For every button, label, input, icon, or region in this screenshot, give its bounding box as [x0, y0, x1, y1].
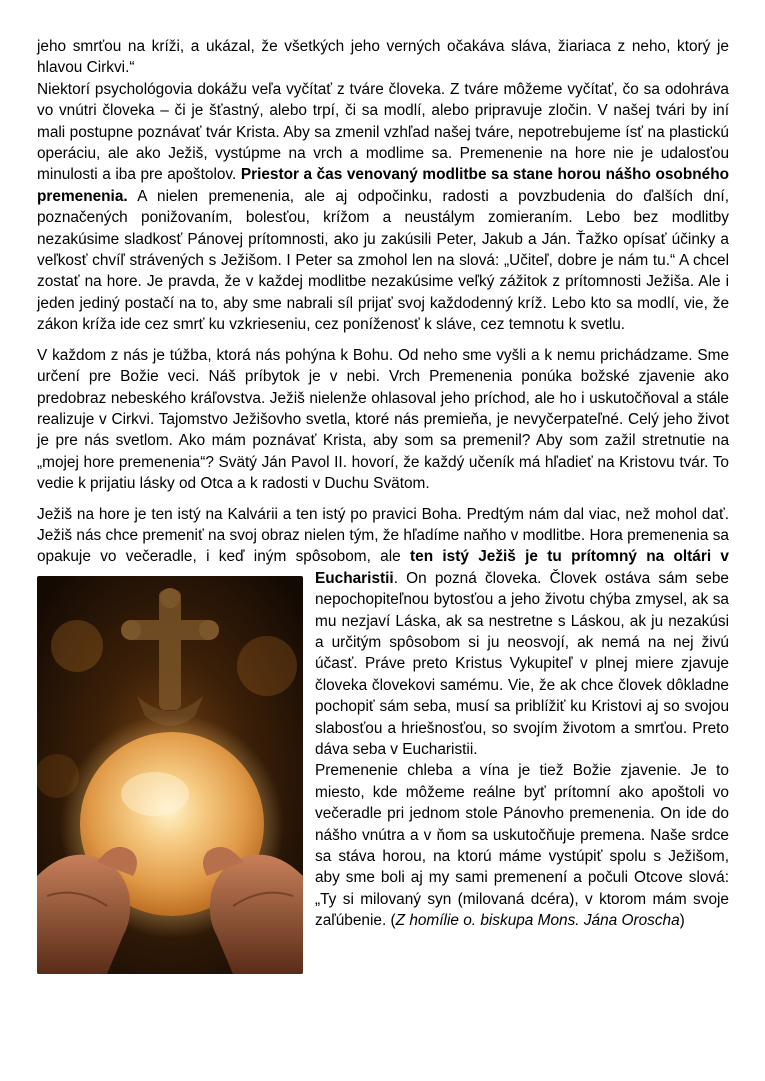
paragraph-text: Niektorí psychológovia dokážu veľa vyčítať z tváre človeka. Z tváre môžeme vyčítať, čo sa odohráva vo vnútri človeka – či je šťastný, alebo trpí, či sa modlí, alebo pripravuje zločin. V našej tvári by iní mali postupne poznávať tvár Krista. Aby sa zmenil vzhľad našej tváre, nepotrebujeme ísť na plastickú operáciu, ale ako Ježiš, vystúpme na vrch a modlime sa. Premenenie na hore nie je udalosťou minulosti a iba pre apoštolov.	[37, 80, 729, 184]
paragraph-text: Premenenie chleba a vína je tiež Božie zjavenie. Je to miesto, kde môžeme reálne byť prítomní ako apoštoli vo večeradle pri jednom stole Pánovho premenenia. On ide do nášho vnútra a v ňom sa uskutočňuje premena. Naše srdce sa stáva horou, na ktorú máme vystúpiť spolu s Ježišom, aby sme boli aj my sami premenení a počuli Otcove slová: „Ty si milovaný syn (milovaná dcéra), v ktorom mám svoje zaľúbenie. (	[315, 762, 729, 930]
paragraph-text: A nielen premenenia, ale aj odpočinku, radosti a povzbudenia do ďalších dní, poznačených ponižovaním, bolesťou, krížom a neustálym zomieraním. Lebo bez modlitby nezakúsime sladkosť Pánovej prítomnosti, ako ju zakúsili Peter, Jakub a Ján. Ťažko opísať účinky a veľkosť chvíľ strávených s Ježišom. I Peter sa zmohol len na slová: „Učiteľ, dobre je nám tu.“ A chcel zostať na hore. Je pravda, že v každej modlitbe nezakúsime veľký zážitok z prítomnosti Ježiša. Ale i jeden jediný postačí na to, aby sme nabrali síl prijať svoj každodenný kríž. Lebo kto sa modlí, vie, že zákon kríža ide cez smrť ku vzkrieseniu, cez poníženosť k sláve, cez temnotu k svetlu.	[37, 187, 729, 334]
paragraph-text: )	[679, 912, 685, 930]
paragraph-psychology	[37, 79, 729, 336]
paragraph-text: V každom z nás je túžba, ktorá nás pohýna k Bohu. Od neho sme vyšli a k nemu prichádzame. Sme určení pre Božie veci. Náš príbytok je v nebi. Vrch Premenenia ponúka božské zjavenie ako predobraz nebeského kráľovstva. Ježiš nielenže ohlasoval jeho príchod, ale ho i uskutočňoval a stále realizuje v Cirkvi. Tajomstvo Ježišovho svetla, ktoré nás premieňa, je nevyčerpateľné. Celý jeho život je pre nás svetlom. Ako mám poznávať Krista, aby som sa premenil? Aby som zažil stretnutie na „mojej hore premenenia“? Svätý Ján Pavol II. hovorí, že každý učeník má hľadieť na Kristovu tvár. To vedie k prijatiu lásky od Otca a k radosti v Duchu Svätom.	[37, 346, 729, 493]
bold-emphasis: Priestor a čas venovaný modlitbe sa stane horou nášho osobného premenenia.	[37, 166, 729, 205]
article-page	[37, 36, 729, 974]
bold-emphasis: ten istý Ježiš je tu prítomný na oltári v Eucharistii	[315, 548, 729, 587]
paragraph-eucharist	[37, 504, 729, 761]
paragraph-intro-quote-end	[37, 36, 729, 79]
paragraph-text: jeho smrťou na kríži, a ukázal, že všetkých jeho verných očakáva sláva, žiariaca z neho, ktorý je hlavou Cirkvi.“	[37, 38, 729, 77]
eucharist-host-photo	[37, 576, 303, 974]
host-photo-graphic	[37, 576, 303, 974]
paragraph-text: . On pozná človeka. Človek ostáva sám sebe nepochopiteľnou bytosťou a jeho životu chýba zmysel, ak sa mu nezjaví Láska, ak sa nestretne s Láskou, ak ju nezakúsi a určitým spôsobom si ju neosvojí, ak nemá na nej živú účasť. Práve preto Kristus Vykupiteľ v plnej miere zjavuje človeka človekovi samému. Vie, že ak chce človek dôkladne pochopiť sám seba, musí sa priblížiť ku Kristovi aj so svojou slabosťou a hriešnosťou, so svojím životom a smrťou. Preto dáva seba v Eucharistii.	[315, 569, 729, 758]
paragraph-longing-for-god	[37, 345, 729, 495]
paragraph-text: Ježiš na hore je ten istý na Kalvárii a ten istý po pravici Boha. Predtým nám dal viac, než mohol dať. Ježiš nás chce premeniť na svoj obraz nielen tým, že hľadíme naňho v modlitbe. Hora premenenia sa opakuje vo večeradle, i keď iným spôsobom, ale	[37, 505, 729, 566]
citation-italic: Z homílie o. biskupa Mons. Jána Oroscha	[395, 912, 680, 930]
